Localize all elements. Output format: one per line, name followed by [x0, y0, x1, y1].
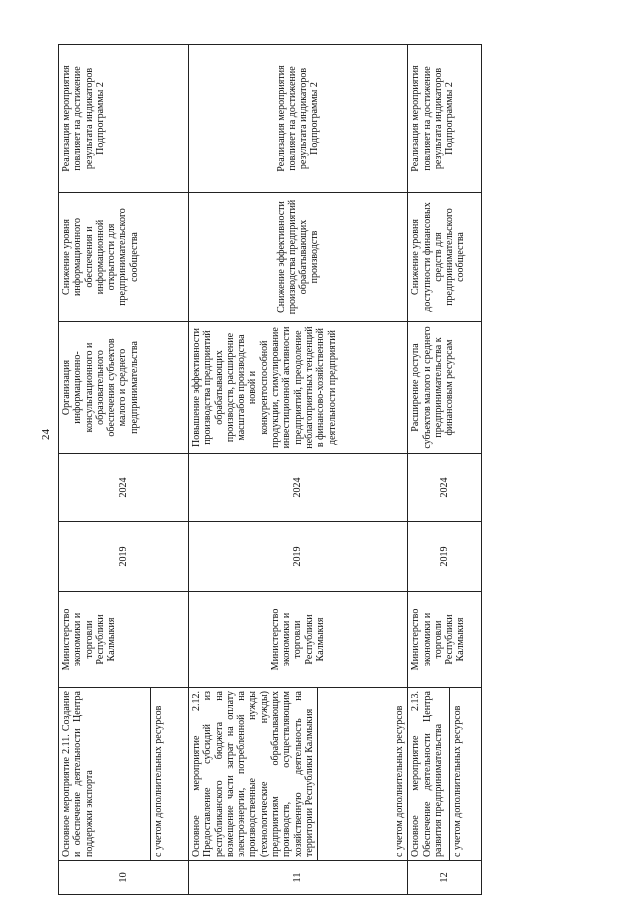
- executor: Министерство экономики и торговли Республики Калмыкия: [189, 592, 408, 688]
- event-name: Основное мероприятие 2.11. Создание и обеспечение деятельности Центра поддержки экспорта: [59, 688, 151, 861]
- start-year: 2019: [408, 522, 482, 592]
- extra-resources-label: с учетом дополнительных ресурсов: [151, 688, 189, 861]
- event-name: Основное мероприятие 2.12. Предоставление субсидий из республиканского бюджета на возмещение части затрат на оплату электроэнергии, потребленной на производственные нужды (технологические нужды) предприятиям обрабатывающих производств, осуществляющим хозяйственную деятельность на территории Республики Калмыкия: [189, 688, 318, 861]
- expected-result: Повышение эффективности производства предприятий обрабатывающих производств, расширение масштабов производства новой и конкурентоспособной продукции, стимулирование инвестиционной активности предприятий, преодоление неблагоприятных тенденций в финансово-хозяйственной деятельности предприятий: [189, 322, 408, 454]
- table-row: [189, 45, 318, 895]
- table-row: [59, 45, 151, 895]
- consequence: Снижение уровня информационного обеспечения и информационной открытости для предпринимательского сообщества: [59, 193, 189, 322]
- executor: Министерство экономики и торговли Республики Калмыкия: [408, 592, 482, 688]
- indicator-link: Реализация мероприятия повлияет на достижение результата индикаторов Подпрограммы 2: [408, 45, 482, 193]
- row-number: 10: [59, 861, 189, 895]
- expected-result: Расширение доступа субъектов малого и среднего предпринимательства к финансовым ресурсам: [408, 322, 482, 454]
- start-year: 2019: [189, 522, 408, 592]
- start-year: 2019: [59, 522, 189, 592]
- event-name: Основное мероприятие 2.13. Обеспечение деятельности Центра развития предпринимательства: [408, 688, 450, 861]
- consequence: Снижение уровня доступности финансовых средств для предпринимательского сообщества: [408, 193, 482, 322]
- program-events-table: [58, 44, 482, 895]
- end-year: 2024: [189, 454, 408, 522]
- table-row: [408, 45, 450, 895]
- rotated-page: [58, 45, 580, 895]
- indicator-link: Реализация мероприятия повлияет на достижение результата индикаторов Подпрограммы 2: [59, 45, 189, 193]
- end-year: 2024: [59, 454, 189, 522]
- row-number: 12: [408, 861, 482, 895]
- row-number: 11: [189, 861, 408, 895]
- page-number: 24: [40, 429, 52, 440]
- indicator-link: Реализация мероприятия повлияет на достижение результата индикаторов Подпрограммы 2: [189, 45, 408, 193]
- executor: Министерство экономики и торговли Республики Калмыкия: [59, 592, 189, 688]
- expected-result: Организация информационно-консультационного и образовательного обеспечения субъектов малого и среднего предпринимательства: [59, 322, 189, 454]
- end-year: 2024: [408, 454, 482, 522]
- extra-resources-label: с учетом дополнительных ресурсов: [450, 688, 482, 861]
- extra-resources-label: с учетом дополнительных ресурсов: [318, 688, 408, 861]
- consequence: Снижение эффективности производства предприятий обрабатывающих производств: [189, 193, 408, 322]
